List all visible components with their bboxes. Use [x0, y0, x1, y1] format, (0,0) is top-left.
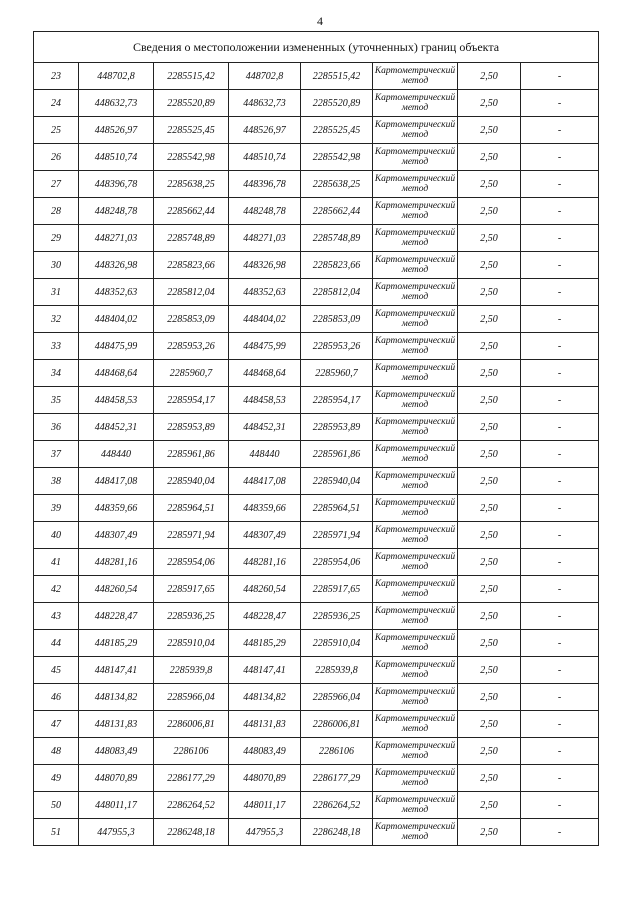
table-row: [34, 198, 599, 225]
table-row: [34, 738, 599, 765]
cell-y-existing: 2285542,98: [154, 144, 229, 171]
cell-y-existing: 2285961,86: [154, 441, 229, 468]
cell-y-existing: 2285520,89: [154, 90, 229, 117]
cell-y-new: 2285954,17: [301, 387, 373, 414]
cell-y-new: 2285525,45: [301, 117, 373, 144]
cell-x-existing: 448458,53: [79, 387, 154, 414]
cell-y-new: 2285542,98: [301, 144, 373, 171]
cell-point-number: 45: [34, 657, 79, 684]
cell-description: -: [521, 360, 599, 387]
cell-point-number: 27: [34, 171, 79, 198]
cell-y-new: 2286106: [301, 738, 373, 765]
boundary-table: [33, 31, 599, 846]
cell-accuracy: 2,50: [458, 630, 521, 657]
table-row: [34, 468, 599, 495]
cell-description: -: [521, 117, 599, 144]
cell-accuracy: 2,50: [458, 117, 521, 144]
cell-accuracy: 2,50: [458, 360, 521, 387]
cell-description: -: [521, 279, 599, 306]
cell-method: Картометрический метод: [373, 738, 458, 765]
cell-x-new: 448475,99: [229, 333, 301, 360]
cell-x-existing: 448404,02: [79, 306, 154, 333]
cell-x-new: 447955,3: [229, 819, 301, 846]
cell-point-number: 51: [34, 819, 79, 846]
cell-x-new: 448468,64: [229, 360, 301, 387]
cell-accuracy: 2,50: [458, 144, 521, 171]
cell-x-existing: 448702,8: [79, 63, 154, 90]
cell-x-existing: 448070,89: [79, 765, 154, 792]
cell-y-existing: 2285936,25: [154, 603, 229, 630]
cell-accuracy: 2,50: [458, 90, 521, 117]
cell-y-new: 2285662,44: [301, 198, 373, 225]
cell-x-existing: 448260,54: [79, 576, 154, 603]
cell-x-new: 448526,97: [229, 117, 301, 144]
cell-x-new: 448510,74: [229, 144, 301, 171]
cell-x-existing: 448131,83: [79, 711, 154, 738]
cell-x-new: 448271,03: [229, 225, 301, 252]
cell-point-number: 46: [34, 684, 79, 711]
cell-description: -: [521, 603, 599, 630]
cell-point-number: 31: [34, 279, 79, 306]
cell-description: -: [521, 414, 599, 441]
cell-method: Картометрический метод: [373, 657, 458, 684]
cell-y-existing: 2285940,04: [154, 468, 229, 495]
cell-point-number: 37: [34, 441, 79, 468]
cell-accuracy: 2,50: [458, 603, 521, 630]
cell-point-number: 24: [34, 90, 79, 117]
cell-point-number: 30: [34, 252, 79, 279]
cell-y-new: 2285939,8: [301, 657, 373, 684]
cell-accuracy: 2,50: [458, 765, 521, 792]
cell-x-new: 448260,54: [229, 576, 301, 603]
cell-description: -: [521, 630, 599, 657]
table-row: [34, 765, 599, 792]
cell-x-new: 448702,8: [229, 63, 301, 90]
cell-description: -: [521, 252, 599, 279]
cell-x-existing: 448011,17: [79, 792, 154, 819]
cell-y-existing: 2285971,94: [154, 522, 229, 549]
cell-x-existing: 448185,29: [79, 630, 154, 657]
cell-y-new: 2285748,89: [301, 225, 373, 252]
cell-description: -: [521, 171, 599, 198]
cell-x-existing: 448632,73: [79, 90, 154, 117]
cell-y-new: 2285910,04: [301, 630, 373, 657]
cell-method: Картометрический метод: [373, 414, 458, 441]
cell-method: Картометрический метод: [373, 549, 458, 576]
cell-accuracy: 2,50: [458, 657, 521, 684]
cell-y-existing: 2286106: [154, 738, 229, 765]
table-row: [34, 63, 599, 90]
cell-y-existing: 2286006,81: [154, 711, 229, 738]
cell-y-new: 2285917,65: [301, 576, 373, 603]
cell-point-number: 23: [34, 63, 79, 90]
cell-y-existing: 2285910,04: [154, 630, 229, 657]
cell-description: -: [521, 684, 599, 711]
cell-description: -: [521, 144, 599, 171]
cell-y-new: 2285960,7: [301, 360, 373, 387]
table-row: [34, 279, 599, 306]
cell-description: -: [521, 738, 599, 765]
cell-accuracy: 2,50: [458, 63, 521, 90]
cell-x-new: 448440: [229, 441, 301, 468]
cell-x-new: 448396,78: [229, 171, 301, 198]
cell-x-existing: 448475,99: [79, 333, 154, 360]
cell-description: -: [521, 765, 599, 792]
cell-method: Картометрический метод: [373, 171, 458, 198]
cell-description: -: [521, 576, 599, 603]
cell-accuracy: 2,50: [458, 198, 521, 225]
cell-method: Картометрический метод: [373, 387, 458, 414]
cell-y-new: 2285515,42: [301, 63, 373, 90]
cell-x-existing: 448510,74: [79, 144, 154, 171]
cell-accuracy: 2,50: [458, 387, 521, 414]
cell-y-new: 2286177,29: [301, 765, 373, 792]
cell-point-number: 48: [34, 738, 79, 765]
table-row: [34, 711, 599, 738]
cell-y-existing: 2285954,06: [154, 549, 229, 576]
cell-x-new: 448134,82: [229, 684, 301, 711]
cell-point-number: 26: [34, 144, 79, 171]
table-row: [34, 90, 599, 117]
cell-description: -: [521, 225, 599, 252]
cell-method: Картометрический метод: [373, 603, 458, 630]
cell-point-number: 32: [34, 306, 79, 333]
table-row: [34, 333, 599, 360]
cell-method: Картометрический метод: [373, 522, 458, 549]
cell-y-existing: 2285966,04: [154, 684, 229, 711]
cell-accuracy: 2,50: [458, 819, 521, 846]
cell-y-existing: 2285953,26: [154, 333, 229, 360]
cell-description: -: [521, 711, 599, 738]
cell-x-existing: 448307,49: [79, 522, 154, 549]
cell-description: -: [521, 90, 599, 117]
cell-method: Картометрический метод: [373, 684, 458, 711]
table-row: [34, 819, 599, 846]
cell-point-number: 43: [34, 603, 79, 630]
cell-x-existing: 448526,97: [79, 117, 154, 144]
cell-y-existing: 2285823,66: [154, 252, 229, 279]
cell-method: Картометрический метод: [373, 144, 458, 171]
table-row: [34, 360, 599, 387]
cell-y-new: 2285823,66: [301, 252, 373, 279]
cell-x-existing: 448440: [79, 441, 154, 468]
table-row: [34, 792, 599, 819]
table-row: [34, 522, 599, 549]
cell-x-new: 448228,47: [229, 603, 301, 630]
cell-method: Картометрический метод: [373, 819, 458, 846]
cell-y-existing: 2285662,44: [154, 198, 229, 225]
table-row: [34, 441, 599, 468]
cell-method: Картометрический метод: [373, 279, 458, 306]
cell-method: Картометрический метод: [373, 252, 458, 279]
cell-accuracy: 2,50: [458, 279, 521, 306]
cell-y-new: 2285853,09: [301, 306, 373, 333]
cell-x-existing: 448134,82: [79, 684, 154, 711]
cell-x-new: 448248,78: [229, 198, 301, 225]
cell-point-number: 36: [34, 414, 79, 441]
cell-y-existing: 2285748,89: [154, 225, 229, 252]
cell-point-number: 44: [34, 630, 79, 657]
cell-method: Картометрический метод: [373, 306, 458, 333]
cell-y-existing: 2285853,09: [154, 306, 229, 333]
table-row: [34, 252, 599, 279]
cell-x-existing: 447955,3: [79, 819, 154, 846]
page-number: 4: [317, 14, 323, 28]
cell-y-existing: 2285525,45: [154, 117, 229, 144]
cell-point-number: 35: [34, 387, 79, 414]
cell-y-new: 2285812,04: [301, 279, 373, 306]
cell-point-number: 33: [34, 333, 79, 360]
cell-accuracy: 2,50: [458, 414, 521, 441]
cell-method: Картометрический метод: [373, 495, 458, 522]
cell-y-new: 2285940,04: [301, 468, 373, 495]
cell-y-new: 2285961,86: [301, 441, 373, 468]
cell-description: -: [521, 657, 599, 684]
cell-y-existing: 2285939,8: [154, 657, 229, 684]
cell-y-new: 2286006,81: [301, 711, 373, 738]
cell-x-existing: 448147,41: [79, 657, 154, 684]
cell-method: Картометрический метод: [373, 360, 458, 387]
cell-x-new: 448452,31: [229, 414, 301, 441]
cell-point-number: 25: [34, 117, 79, 144]
cell-x-new: 448417,08: [229, 468, 301, 495]
cell-x-existing: 448326,98: [79, 252, 154, 279]
cell-description: -: [521, 522, 599, 549]
cell-accuracy: 2,50: [458, 171, 521, 198]
cell-x-existing: 448271,03: [79, 225, 154, 252]
cell-accuracy: 2,50: [458, 306, 521, 333]
cell-point-number: 39: [34, 495, 79, 522]
cell-accuracy: 2,50: [458, 522, 521, 549]
cell-x-existing: 448359,66: [79, 495, 154, 522]
cell-x-new: 448070,89: [229, 765, 301, 792]
cell-y-new: 2286248,18: [301, 819, 373, 846]
cell-method: Картометрический метод: [373, 198, 458, 225]
cell-x-new: 448458,53: [229, 387, 301, 414]
cell-y-existing: 2286177,29: [154, 765, 229, 792]
table-row: [34, 630, 599, 657]
table-row: [34, 684, 599, 711]
cell-accuracy: 2,50: [458, 441, 521, 468]
cell-x-new: 448011,17: [229, 792, 301, 819]
cell-y-existing: 2285812,04: [154, 279, 229, 306]
cell-y-new: 2285966,04: [301, 684, 373, 711]
cell-method: Картометрический метод: [373, 630, 458, 657]
table-row: [34, 414, 599, 441]
cell-y-existing: 2285964,51: [154, 495, 229, 522]
table-row: [34, 495, 599, 522]
cell-x-new: 448404,02: [229, 306, 301, 333]
cell-x-existing: 448417,08: [79, 468, 154, 495]
cell-x-new: 448185,29: [229, 630, 301, 657]
cell-y-new: 2285954,06: [301, 549, 373, 576]
cell-method: Картометрический метод: [373, 225, 458, 252]
cell-method: Картометрический метод: [373, 90, 458, 117]
table-row: [34, 117, 599, 144]
cell-accuracy: 2,50: [458, 495, 521, 522]
table-row: [34, 387, 599, 414]
cell-point-number: 50: [34, 792, 79, 819]
cell-y-new: 2285971,94: [301, 522, 373, 549]
cell-point-number: 34: [34, 360, 79, 387]
table-row: [34, 306, 599, 333]
cell-method: Картометрический метод: [373, 711, 458, 738]
cell-description: -: [521, 792, 599, 819]
cell-description: -: [521, 306, 599, 333]
cell-point-number: 49: [34, 765, 79, 792]
cell-x-new: 448131,83: [229, 711, 301, 738]
cell-y-existing: 2285917,65: [154, 576, 229, 603]
cell-description: -: [521, 549, 599, 576]
cell-method: Картометрический метод: [373, 765, 458, 792]
cell-y-existing: 2285638,25: [154, 171, 229, 198]
cell-x-existing: 448452,31: [79, 414, 154, 441]
cell-y-existing: 2285954,17: [154, 387, 229, 414]
table-row: [34, 657, 599, 684]
cell-x-existing: 448396,78: [79, 171, 154, 198]
cell-method: Картометрический метод: [373, 792, 458, 819]
table-row: [34, 603, 599, 630]
table-title-row: [34, 32, 599, 63]
cell-x-new: 448352,63: [229, 279, 301, 306]
cell-method: Картометрический метод: [373, 441, 458, 468]
cell-description: -: [521, 333, 599, 360]
cell-y-new: 2285936,25: [301, 603, 373, 630]
cell-description: -: [521, 468, 599, 495]
cell-description: -: [521, 387, 599, 414]
cell-accuracy: 2,50: [458, 549, 521, 576]
cell-point-number: 28: [34, 198, 79, 225]
cell-x-existing: 448281,16: [79, 549, 154, 576]
cell-description: -: [521, 63, 599, 90]
table-row: [34, 144, 599, 171]
table-row: [34, 225, 599, 252]
table-title: Сведения о местоположении измененных (уточненных) границ объекта: [34, 32, 599, 63]
cell-description: -: [521, 819, 599, 846]
cell-x-new: 448147,41: [229, 657, 301, 684]
cell-y-existing: 2285960,7: [154, 360, 229, 387]
cell-description: -: [521, 495, 599, 522]
cell-y-existing: 2285953,89: [154, 414, 229, 441]
table-row: [34, 576, 599, 603]
cell-method: Картометрический метод: [373, 117, 458, 144]
cell-method: Картометрический метод: [373, 468, 458, 495]
cell-accuracy: 2,50: [458, 333, 521, 360]
cell-point-number: 40: [34, 522, 79, 549]
table-row: [34, 171, 599, 198]
cell-y-new: 2285964,51: [301, 495, 373, 522]
cell-accuracy: 2,50: [458, 225, 521, 252]
cell-y-new: 2285520,89: [301, 90, 373, 117]
cell-y-new: 2286264,52: [301, 792, 373, 819]
cell-method: Картометрический метод: [373, 333, 458, 360]
cell-point-number: 29: [34, 225, 79, 252]
cell-accuracy: 2,50: [458, 684, 521, 711]
cell-y-new: 2285638,25: [301, 171, 373, 198]
cell-description: -: [521, 198, 599, 225]
cell-accuracy: 2,50: [458, 576, 521, 603]
cell-accuracy: 2,50: [458, 252, 521, 279]
cell-accuracy: 2,50: [458, 468, 521, 495]
cell-y-new: 2285953,89: [301, 414, 373, 441]
cell-x-new: 448326,98: [229, 252, 301, 279]
cell-x-existing: 448248,78: [79, 198, 154, 225]
cell-point-number: 47: [34, 711, 79, 738]
cell-point-number: 42: [34, 576, 79, 603]
cell-x-existing: 448083,49: [79, 738, 154, 765]
table-row: [34, 549, 599, 576]
cell-point-number: 38: [34, 468, 79, 495]
cell-description: -: [521, 441, 599, 468]
cell-method: Картометрический метод: [373, 576, 458, 603]
cell-y-existing: 2286264,52: [154, 792, 229, 819]
cell-x-new: 448083,49: [229, 738, 301, 765]
cell-x-new: 448632,73: [229, 90, 301, 117]
cell-x-new: 448307,49: [229, 522, 301, 549]
cell-accuracy: 2,50: [458, 711, 521, 738]
cell-x-existing: 448228,47: [79, 603, 154, 630]
cell-x-existing: 448468,64: [79, 360, 154, 387]
cell-y-existing: 2285515,42: [154, 63, 229, 90]
cell-x-new: 448359,66: [229, 495, 301, 522]
cell-y-new: 2285953,26: [301, 333, 373, 360]
cell-method: Картометрический метод: [373, 63, 458, 90]
cell-x-existing: 448352,63: [79, 279, 154, 306]
cell-y-existing: 2286248,18: [154, 819, 229, 846]
cell-accuracy: 2,50: [458, 738, 521, 765]
cell-point-number: 41: [34, 549, 79, 576]
cell-accuracy: 2,50: [458, 792, 521, 819]
cell-x-new: 448281,16: [229, 549, 301, 576]
